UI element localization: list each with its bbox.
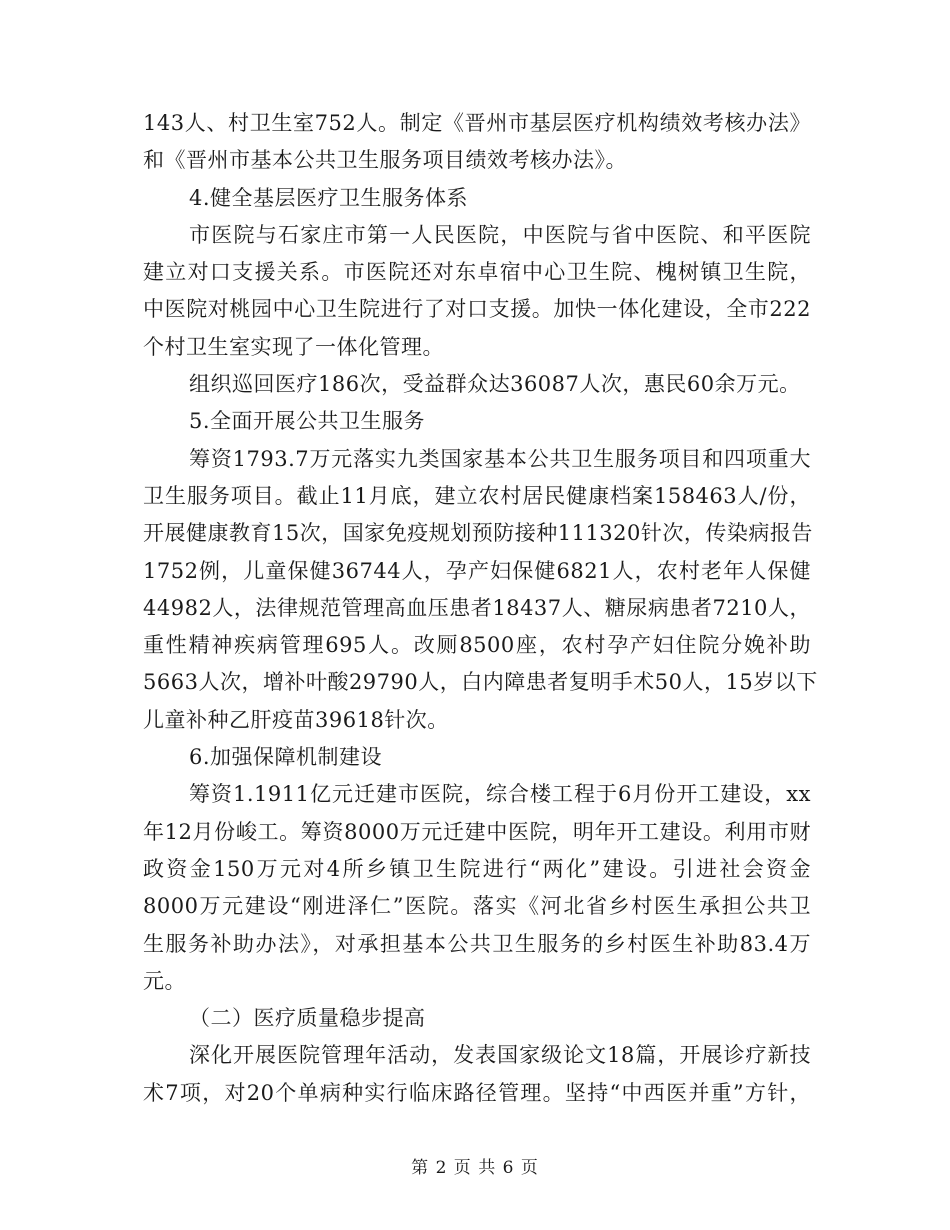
section-heading: （二）医疗质量稳步提高 [189, 1006, 426, 1031]
paragraph-line: 44982人，法律规范管理高血压患者18437人、糖尿病患者7210人， [143, 595, 811, 620]
paragraph-line: 8000万元建设“刚进泽仁”医院。落实《河北省乡村医生承担公共卫 [143, 894, 811, 919]
paragraph-line: 个村卫生室实现了一体化管理。 [143, 334, 444, 359]
paragraph-line: 年12月份峻工。筹资8000万元迁建中医院，明年开工建设。利用市财 [143, 819, 811, 844]
paragraph-line: 生服务补助办法》，对承担基本公共卫生服务的乡村医生补助83.4万 [143, 931, 811, 956]
section-heading: 5.全面开展公共卫生服务 [189, 409, 426, 434]
document-body [143, 105, 818, 1112]
paragraph-line: 卫生服务项目。截止11月底，建立农村居民健康档案158463人/份， [143, 483, 811, 508]
paragraph-line: 术7项，对20个单病种实行临床路径管理。坚持“中西医并重”方针， [143, 1080, 811, 1105]
paragraph-line: 元。 [143, 968, 186, 993]
paragraph-line: 和《晋州市基本公共卫生服务项目绩效考核办法》。 [143, 148, 627, 173]
paragraph-line: 市医院与石家庄市第一人民医院，中医院与省中医院、和平医院 [189, 222, 811, 247]
page-footer: 第 2 页 共 6 页 [411, 1158, 539, 1178]
paragraph-line: 5663人次，增补叶酸29790人，白内障患者复明手术50人，15岁以下 [143, 670, 818, 695]
paragraph-line: 1752例，儿童保健36744人，孕产妇保健6821人，农村老年人保健 [143, 558, 811, 583]
paragraph-line: 儿童补种乙肝疫苗39618针次。 [143, 707, 449, 732]
paragraph-line: 开展健康教育15次，国家免疫规划预防接种111320针次，传染病报告 [143, 521, 813, 546]
section-heading: 4.健全基层医疗卫生服务体系 [189, 185, 469, 210]
paragraph-line: 中医院对桃园中心卫生院进行了对口支援。加快一体化建设，全市222 [143, 297, 811, 322]
paragraph-line: 政资金150万元对4所乡镇卫生院进行“两化”建设。引进社会资金 [143, 856, 811, 881]
paragraph-line: 组织巡回医疗186次，受益群众达36087人次，惠民60余万元。 [189, 372, 801, 397]
paragraph-line: 143人、村卫生室752人。制定《晋州市基层医疗机构绩效考核办法》 [143, 111, 811, 135]
section-heading: 6.加强保障机制建设 [189, 745, 383, 770]
paragraph-line: 深化开展医院管理年活动，发表国家级论文18篇，开展诊疗新技 [189, 1043, 811, 1068]
paragraph-line: 筹资1793.7万元落实九类国家基本公共卫生服务项目和四项重大 [189, 446, 811, 471]
paragraph-line: 筹资1.1911亿元迁建市医院，综合楼工程于6月份开工建设，xx [189, 782, 811, 807]
paragraph-line: 重性精神疾病管理695人。改厕8500座，农村孕产妇住院分娩补助 [143, 633, 811, 658]
paragraph-line: 建立对口支援关系。市医院还对东卓宿中心卫生院、槐树镇卫生院， [143, 260, 811, 285]
